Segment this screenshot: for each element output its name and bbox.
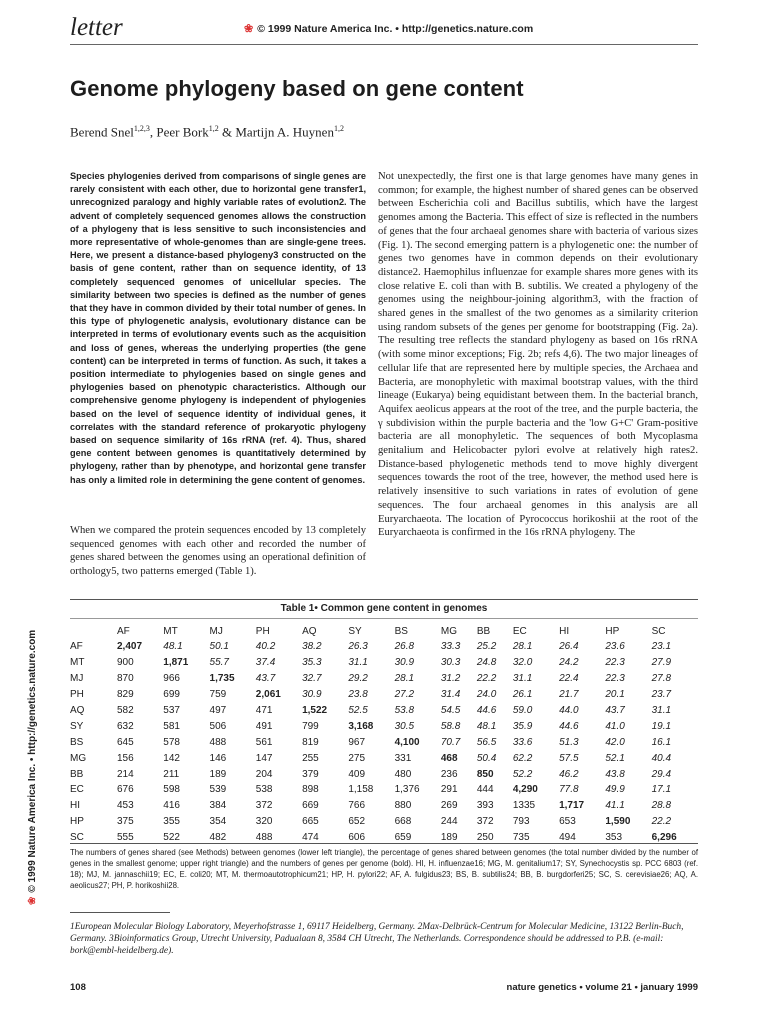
row-header: BB <box>70 768 84 780</box>
table-cell: 52.1 <box>605 752 625 764</box>
table-cell: 52.5 <box>348 705 368 716</box>
table-cell: 40.2 <box>255 641 276 653</box>
table-cell: 880 <box>394 800 412 812</box>
table-cell: 331 <box>394 752 412 764</box>
table-row <box>70 655 698 671</box>
table-cell: 46.2 <box>559 768 579 780</box>
table-cell: 236 <box>440 768 458 780</box>
table-cell: 23.8 <box>348 689 368 701</box>
table-cell: 497 <box>209 705 227 716</box>
table-cell: 189 <box>440 832 458 844</box>
row-header: BS <box>70 736 84 748</box>
table-cell: 56.5 <box>476 736 497 748</box>
table-cell: 35.9 <box>512 720 533 732</box>
column-header: MJ <box>209 625 223 637</box>
table-cell: 41.0 <box>605 720 625 732</box>
table-cell: 27.2 <box>394 689 415 701</box>
column-header: SC <box>651 625 666 637</box>
table-row <box>70 687 698 703</box>
table-cell: 31.1 <box>348 657 368 669</box>
table-cell: 27.8 <box>651 673 672 685</box>
table-cell: 488 <box>255 832 273 844</box>
table-cell: 57.5 <box>559 752 579 764</box>
table-cell: 31.2 <box>440 673 461 685</box>
table-cell: 850 <box>476 768 494 780</box>
table-cell: 52.2 <box>512 768 533 780</box>
affiliations: 1European Molecular Biology Laboratory, Meyerhofstrasse 1, 69117 Heidelberg, Germany. 2Max-Delbrück-Centrum for Molecular Medicine, 13122 Berlin-Buch, Germany. 3Bioinformatics Group, Utrecht University, Padualaan 8, 3584 CH Utrecht, The Netherlands. Correspondence should be addressed to P.B. (e-mail: bork@embl-heidelberg.de). <box>70 922 684 956</box>
table-cell: 353 <box>605 832 623 844</box>
table-bottom-rule <box>70 843 698 844</box>
table-cell: 669 <box>302 800 319 812</box>
table-cell: 37.4 <box>255 657 276 669</box>
table-cell: 491 <box>255 720 273 732</box>
table-cell: 22.4 <box>559 673 579 685</box>
section-label: letter <box>70 14 123 41</box>
table-cell: 30.5 <box>394 720 415 732</box>
table-row <box>70 798 698 814</box>
table-cell: 22.2 <box>651 816 672 828</box>
table-cell: 582 <box>117 705 134 716</box>
side-copyright-text: © 1999 Nature America Inc. • http://genetics.nature.com <box>27 629 38 893</box>
table-cell: 50.4 <box>476 752 497 764</box>
table-cell: 25.2 <box>476 641 497 653</box>
table-cell: 652 <box>348 816 366 828</box>
table-cell: 19.1 <box>651 720 672 732</box>
row-header: AQ <box>70 705 85 716</box>
table-cell: 900 <box>117 657 134 669</box>
row-header: MG <box>70 752 87 764</box>
table-cell: 480 <box>394 768 412 780</box>
row-header: MT <box>70 657 85 669</box>
table-cell: 26.1 <box>512 689 533 701</box>
journal-info: nature genetics • volume 21 • january 1999 <box>506 982 698 993</box>
table-cell: 2,061 <box>255 689 281 701</box>
author-list <box>70 124 344 140</box>
table-cell: 21.7 <box>559 689 579 701</box>
table-cell: 44.0 <box>559 705 579 716</box>
table-cell: 393 <box>476 800 494 812</box>
table-cell: 33.6 <box>512 736 533 748</box>
table-cell: 632 <box>117 720 134 732</box>
table-cell: 538 <box>255 784 273 796</box>
table-cell: 24.2 <box>559 657 579 669</box>
column-header: HI <box>559 625 570 637</box>
table-row <box>70 750 698 766</box>
table-cell: 1,590 <box>605 816 631 828</box>
table-header-row <box>70 623 698 639</box>
table-cell: 966 <box>163 673 180 685</box>
column-header: AF <box>117 625 130 637</box>
table-cell: 40.4 <box>651 752 672 764</box>
publisher-logo-icon: ❀ <box>244 23 254 35</box>
table-cell: 41.1 <box>605 800 625 812</box>
table-cell: 189 <box>209 768 227 780</box>
table-cell: 676 <box>117 784 134 796</box>
table-cell: 1,522 <box>302 705 328 716</box>
table-cell: 606 <box>348 832 366 844</box>
table-cell: 23.1 <box>651 641 672 653</box>
table-cell: 799 <box>302 720 319 732</box>
table-cell: 581 <box>163 720 180 732</box>
table-cell: 578 <box>163 736 180 748</box>
table-cell: 665 <box>302 816 319 828</box>
table-top-rule <box>70 599 698 600</box>
table-cell: 1,717 <box>559 800 585 812</box>
table-cell: 870 <box>117 673 134 685</box>
table-row <box>70 671 698 687</box>
table-cell: 50.1 <box>209 641 229 653</box>
table-cell: 474 <box>302 832 319 844</box>
table-row <box>70 766 698 782</box>
table-cell: 29.2 <box>348 673 368 685</box>
row-header: MJ <box>70 673 84 685</box>
table-cell: 17.1 <box>651 784 672 796</box>
table-cell: 244 <box>440 816 458 828</box>
table-cell: 24.8 <box>476 657 497 669</box>
column-header: BB <box>476 625 491 637</box>
table-cell: 31.1 <box>651 705 672 716</box>
table-cell: 645 <box>117 736 134 748</box>
table-cell: 355 <box>163 816 180 828</box>
table-cell: 28.1 <box>512 641 533 653</box>
column-header: MT <box>163 625 178 637</box>
body-right-paragraph: Not unexpectedly, the first one is that large genomes have many genes in common; for example, the highest number of shared genes can be observed between Escherichia coli and Bacillus subtilis, which have the largest genomes among the Bacteria. This effect of size is reflected in the numbers of genes that the four archaeal genomes share with bacteria of various sizes (Fig. 1). The second emerging pattern is a phylogenetic one: the number of genes two genomes have in common depends on their evolutionary distance2. Haemophilus influenzae for example shares more genes with its close relative E. coli than with B. subtilis. We created a phylogeny of the genomes using the neighbour-joining algorithm3, with the fraction of shared genes in the smallest of the two genomes as a similarity criterion using random subsets of the genes per genome for bootstrapping (Fig. 2a). The resulting tree reflects the standard phylogeny as based on 16s rRNA (with some minor exceptions; Fig. 2b; refs 4,6). The two major lineages of cellular life that are represented here by multiple species, the Archaea and Bacteria, are monophyletic with maximal bootstrap values, with the third lineage (Eukarya) being equidistant between them. In the bacterial branch, Aquifex aeolicus appears at the root of the tree, and the purple bacteria, the γ subdivision within the purple bacteria and the 'low G+C' Gram-positive bacteria are all monophyletic. The sequences of both Mycoplasma genitalium and Helicobacter pylori evolve at relatively high rates2. Distance-based phylogenetic methods tend to move highly divergent sequences towards the root of the tree, however, the method used here is relatively insensitive to such variations in rates of evolution of gene sequences. The four archaeal genomes in this analysis are all Euryarchaeota. The location of Pyrococcus horikoshii at the root of the Euryarchaeota is confirmed in the 16s rRNA phylogeny. The <box>378 171 698 539</box>
side-copyright <box>27 630 38 905</box>
table-cell: 372 <box>255 800 273 812</box>
table-cell: 30.3 <box>440 657 461 669</box>
table-cell: 49.9 <box>605 784 625 796</box>
row-header: SY <box>70 720 84 732</box>
table-cell: 204 <box>255 768 273 780</box>
article-title: Genome phylogeny based on gene content <box>70 76 524 101</box>
table-cell: 43.8 <box>605 768 625 780</box>
table-cell: 43.7 <box>255 673 276 685</box>
table-cell: 829 <box>117 689 134 701</box>
table-cell: 31.1 <box>512 673 533 685</box>
table-cell: 22.3 <box>605 673 625 685</box>
author-2-affil: 1,2 <box>208 124 219 133</box>
table-cell: 23.7 <box>651 689 672 701</box>
copyright-header <box>244 22 533 35</box>
table-cell: 51.3 <box>559 736 579 748</box>
table-cell: 28.8 <box>651 800 672 812</box>
table-cell: 759 <box>209 689 227 701</box>
table-cell: 70.7 <box>440 736 461 748</box>
table-cell: 27.9 <box>651 657 672 669</box>
table-cell: 766 <box>348 800 366 812</box>
table-cell: 320 <box>255 816 273 828</box>
table-cell: 250 <box>476 832 494 844</box>
column-header: SY <box>348 625 362 637</box>
table-cell: 379 <box>302 768 319 780</box>
column-header: BS <box>394 625 408 637</box>
table-cell: 142 <box>163 752 180 764</box>
table-cell: 42.0 <box>605 736 625 748</box>
author-3: & Martijn A. Huynen <box>218 124 334 140</box>
table-cell: 269 <box>440 800 458 812</box>
table-cell: 668 <box>394 816 412 828</box>
table-cell: 793 <box>512 816 530 828</box>
column-header: PH <box>255 625 270 637</box>
table-cell: 506 <box>209 720 227 732</box>
table-cell: 24.0 <box>476 689 497 701</box>
table-cell: 1,158 <box>348 784 374 796</box>
table-row <box>70 734 698 750</box>
table-cell: 53.8 <box>394 705 415 716</box>
author-2: , Peer Bork <box>149 124 209 140</box>
table-cell: 3,168 <box>348 720 374 732</box>
row-header: SC <box>70 832 84 844</box>
author-1-affil: 1,2,3 <box>133 124 150 133</box>
table-cell: 416 <box>163 800 180 812</box>
table-cell: 211 <box>163 768 180 780</box>
table-cell: 214 <box>117 768 134 780</box>
table-cell: 539 <box>209 784 227 796</box>
abstract: Species phylogenies derived from comparisons of single genes are rarely consistent with each other, due to horizontal gene transfer1, unrecognized paralogy and highly variable rates of evolution2. The advent of completely sequenced genomes allows the construction of a phylogeny that is less sensitive to such inconsistencies and more representative of whole-genomes than are single-gene trees. Here, we present a distance-based phylogeny3 constructed on the basis of gene content, rather than on sequence identity, of 13 completely sequenced genomes of unicellular species. The similarity between two species is defined as the number of genes that they have in common divided by their total number of genes. In this type of phylogenetic analysis, evolutionary distance can be interpreted in terms of evolutionary events such as the acquisition and loss of genes, whereas the underlying properties (the gene content) can be interpreted in terms of function. As such, it takes a position intermediate to phylogenies based on single genes and phylogenies based on phenotypic characteristics. Although our comprehensive genome phylogeny is independent of phylogenies based on the level of sequence identity of individual genes, it correlates with the standard reference of prokaryotic phylogeny based on sequence similarity of 16s rRNA (ref. 4). Thus, shared gene content between genomes is quantitatively determined by phylogeny, rather than by phenotype, and horizontal gene transfer has only a limited role in determining the gene content of genomes. <box>70 171 366 485</box>
table-cell: 29.4 <box>651 768 672 780</box>
table-cell: 372 <box>476 816 494 828</box>
table-cell: 1,376 <box>394 784 420 796</box>
table-cell: 6,296 <box>651 832 677 844</box>
table-cell: 58.8 <box>440 720 461 732</box>
row-header: HI <box>70 800 80 812</box>
page-number: 108 <box>70 982 86 993</box>
table-cell: 522 <box>163 832 180 844</box>
column-header: MG <box>440 625 457 637</box>
table-cell: 16.1 <box>651 736 672 748</box>
header-rule <box>70 44 698 45</box>
table-cell: 291 <box>440 784 458 796</box>
table-row <box>70 639 698 655</box>
table-cell: 77.8 <box>559 784 579 796</box>
author-3-affil: 1,2 <box>333 124 344 133</box>
table-cell: 43.7 <box>605 705 625 716</box>
table-cell: 48.1 <box>476 720 497 732</box>
table-cell: 55.7 <box>209 657 229 669</box>
table-cell: 44.6 <box>559 720 579 732</box>
row-header: AF <box>70 641 83 653</box>
row-header: PH <box>70 689 84 701</box>
table-cell: 26.3 <box>348 641 368 653</box>
table-cell: 354 <box>209 816 227 828</box>
table-cell: 62.2 <box>512 752 533 764</box>
table-cell: 444 <box>476 784 494 796</box>
table-cell: 22.3 <box>605 657 625 669</box>
table-cell: 1335 <box>512 800 536 812</box>
table-cell: 275 <box>348 752 366 764</box>
table-cell: 26.4 <box>559 641 579 653</box>
table-cell: 30.9 <box>302 689 322 701</box>
table-cell: 537 <box>163 705 180 716</box>
table-cell: 54.5 <box>440 705 461 716</box>
table-row <box>70 814 698 830</box>
table-cell: 819 <box>302 736 319 748</box>
table-cell: 699 <box>163 689 180 701</box>
table-cell: 1,871 <box>163 657 189 669</box>
table-footnote: The numbers of genes shared (see Methods) between genomes (lower left triangle), the percentage of genes shared between genomes (the total number divided by the number of genes in the smallest genome; upper right triangle) and the numbers of genes per genome (bold). HI, H. influenzae16; MG, M. genitalium17; SY, Synechocystis sp. PCC 6803 (ref. 18); MJ, M. jannaschii19; EC, E. coli20; MT, M. thermoautotrophicum21; HP, H. pylori22; AF, A. fulgidus23; BS, B. subtilis24; BB, B. burgdorferi25; SC, S. cerevisiae26; AQ, A. aeolicus27; PH, P. horikoshii28. <box>70 848 698 890</box>
body-left-paragraph: When we compared the protein sequences encoded by 13 completely sequenced genomes with each other and recorded the number of genes shared between the genomes using an operational definition of orthology5, two patterns emerged (Table 1). <box>70 525 366 578</box>
table-cell: 38.2 <box>302 641 322 653</box>
table-cell: 20.1 <box>605 689 625 701</box>
table-cell: 1,735 <box>209 673 235 685</box>
table-cell: 409 <box>348 768 366 780</box>
table-cell: 32.7 <box>302 673 322 685</box>
footnote-rule <box>70 912 170 913</box>
table-cell: 471 <box>255 705 273 716</box>
table-cell: 22.2 <box>476 673 497 685</box>
table-cell: 28.1 <box>394 673 415 685</box>
table-cell: 33.3 <box>440 641 461 653</box>
table-cell: 653 <box>559 816 576 828</box>
table-cell: 598 <box>163 784 180 796</box>
table-cell: 488 <box>209 736 227 748</box>
table-cell: 146 <box>209 752 227 764</box>
table-cell: 32.0 <box>512 657 533 669</box>
author-1: Berend Snel <box>70 124 134 140</box>
table-cell: 147 <box>255 752 273 764</box>
table-cell: 4,290 <box>512 784 538 796</box>
publisher-logo-icon: ❀ <box>27 896 38 905</box>
table-cell: 561 <box>255 736 273 748</box>
table-cell: 31.4 <box>440 689 461 701</box>
table-cell: 44.6 <box>476 705 497 716</box>
table-cell: 659 <box>394 832 412 844</box>
table-body <box>70 639 698 846</box>
table-row <box>70 703 698 719</box>
row-header: HP <box>70 816 84 828</box>
table-row <box>70 718 698 734</box>
table-cell: 967 <box>348 736 366 748</box>
table-cell: 59.0 <box>512 705 533 716</box>
table-corner <box>70 623 117 639</box>
table-cell: 494 <box>559 832 576 844</box>
column-header: AQ <box>302 625 317 637</box>
table-cell: 156 <box>117 752 134 764</box>
table-cell: 23.6 <box>605 641 625 653</box>
table-caption-rule <box>70 618 698 619</box>
table-cell: 35.3 <box>302 657 322 669</box>
table-caption: Table 1• Common gene content in genomes <box>280 603 488 614</box>
table-cell: 2,407 <box>117 641 143 653</box>
gene-content-table <box>70 623 698 846</box>
table-cell: 26.8 <box>394 641 415 653</box>
table-row <box>70 782 698 798</box>
table-cell: 468 <box>440 752 458 764</box>
table-cell: 453 <box>117 800 134 812</box>
table-cell: 482 <box>209 832 227 844</box>
table-cell: 898 <box>302 784 319 796</box>
table-cell: 30.9 <box>394 657 415 669</box>
column-header: EC <box>512 625 527 637</box>
row-header: EC <box>70 784 84 796</box>
table-cell: 555 <box>117 832 134 844</box>
table-cell: 375 <box>117 816 134 828</box>
table-cell: 384 <box>209 800 227 812</box>
table-cell: 255 <box>302 752 319 764</box>
copyright-text: © 1999 Nature America Inc. • http://genetics.nature.com <box>257 23 534 35</box>
table-cell: 48.1 <box>163 641 183 653</box>
table-cell: 735 <box>512 832 530 844</box>
column-header: HP <box>605 625 620 637</box>
table-cell: 4,100 <box>394 736 420 748</box>
